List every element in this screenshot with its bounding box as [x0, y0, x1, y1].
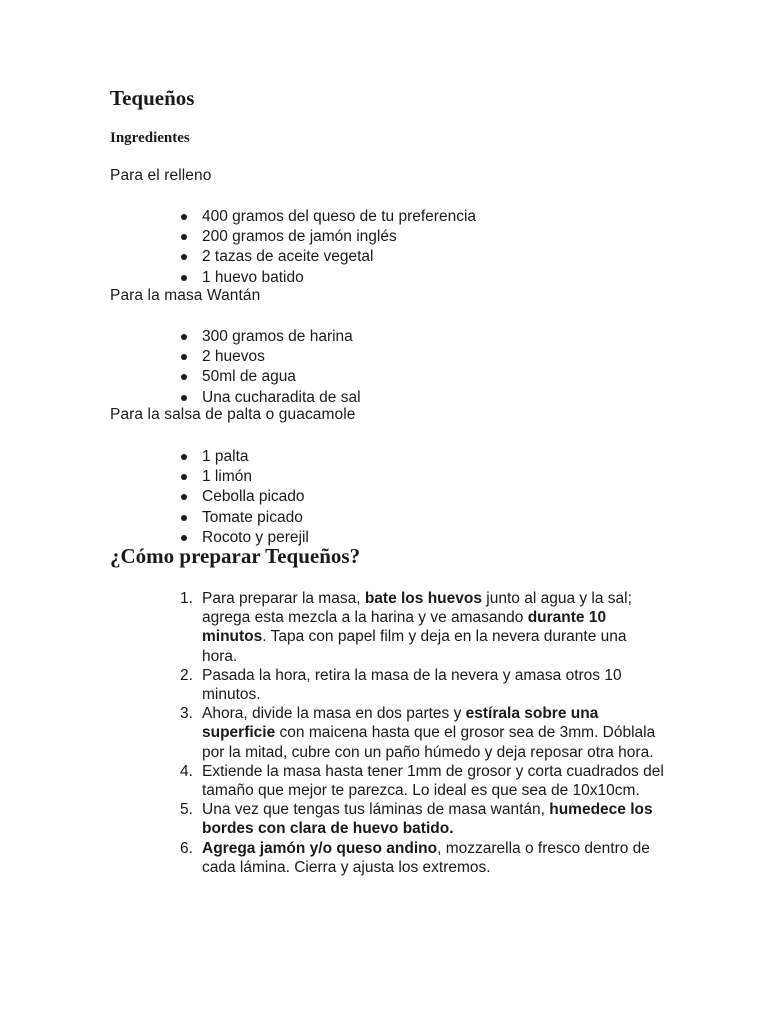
list-item: 400 gramos del queso de tu preferencia — [180, 207, 476, 227]
list-item: Una cucharadita de sal — [180, 388, 361, 408]
page-title: Tequeños — [110, 86, 195, 110]
step-item — [176, 704, 666, 762]
section-heading-masa: Para la masa Wantán — [110, 287, 261, 304]
step-item — [176, 800, 666, 838]
list-item: 1 huevo batido — [180, 268, 476, 288]
list-item: 200 gramos de jamón inglés — [180, 227, 476, 247]
step-text: con maicena hasta que el grosor sea de 3mm. Dóblala por la mitad, cubre con un paño húmedo y deja reposar otra hora. — [202, 724, 656, 761]
step-item — [176, 839, 666, 877]
ingredient-list-relleno — [180, 207, 476, 288]
step-item — [176, 589, 666, 666]
list-item: Tomate picado — [180, 508, 309, 528]
bold-text: durante 10 minutos — [202, 609, 607, 646]
list-item: Rocoto y perejil — [180, 528, 309, 548]
list-item: 2 huevos — [180, 347, 361, 367]
step-text: Una vez que tengas tus láminas de masa wantán, — [202, 801, 550, 819]
step-number: 4. — [180, 762, 193, 780]
step-number: 6. — [180, 839, 193, 857]
step-number: 5. — [180, 801, 193, 819]
list-item: 2 tazas de aceite vegetal — [180, 247, 476, 267]
how-to-heading: ¿Cómo preparar Tequeños? — [110, 544, 361, 568]
ingredient-list-masa — [180, 327, 361, 408]
bold-text: estírala sobre una superficie — [202, 705, 599, 742]
bold-text: bate los huevos — [364, 590, 482, 607]
step-text: Pasada la hora, retira la masa de la nevera y amasa otros 10 minutos. — [202, 666, 622, 704]
step-number: 1. — [180, 590, 193, 607]
step-text: Extiende la masa hasta tener 1mm de grosor y corta cuadrados del tamaño que mejor te parezca. Lo ideal es que sea de 10x10cm. — [202, 762, 664, 800]
list-item: Cebolla picado — [180, 487, 309, 507]
step-text: . Tapa con papel film y deja en la nevera durante una hora. — [202, 628, 627, 665]
list-item: 1 limón — [180, 467, 309, 487]
step-item — [176, 762, 666, 800]
ingredients-heading: Ingredientes — [110, 130, 190, 146]
step-item — [176, 666, 666, 704]
step-number: 3. — [180, 705, 193, 723]
step-text: junto al agua y la sal; agrega esta mezcla a la harina y ve amasando — [202, 590, 632, 627]
ingredient-list-salsa — [180, 447, 309, 548]
list-item: 300 gramos de harina — [180, 327, 361, 347]
list-item: 1 palta — [180, 447, 309, 467]
list-item: 50ml de agua — [180, 367, 361, 387]
step-number: 2. — [180, 666, 193, 684]
steps-list — [176, 589, 666, 877]
bold-text: Agrega jamón y/o queso andino — [202, 839, 438, 857]
step-text: Para preparar la masa, — [202, 590, 365, 607]
step-text: , mozzarella o fresco dentro de cada lámina. Cierra y ajusta los extremos. — [202, 839, 650, 876]
section-heading-salsa: Para la salsa de palta o guacamole — [110, 406, 356, 423]
bold-text: humedece los bordes con clara de huevo batido. — [202, 801, 653, 838]
section-heading-relleno: Para el relleno — [110, 167, 212, 184]
step-text: Ahora, divide la masa en dos partes y — [202, 705, 466, 723]
